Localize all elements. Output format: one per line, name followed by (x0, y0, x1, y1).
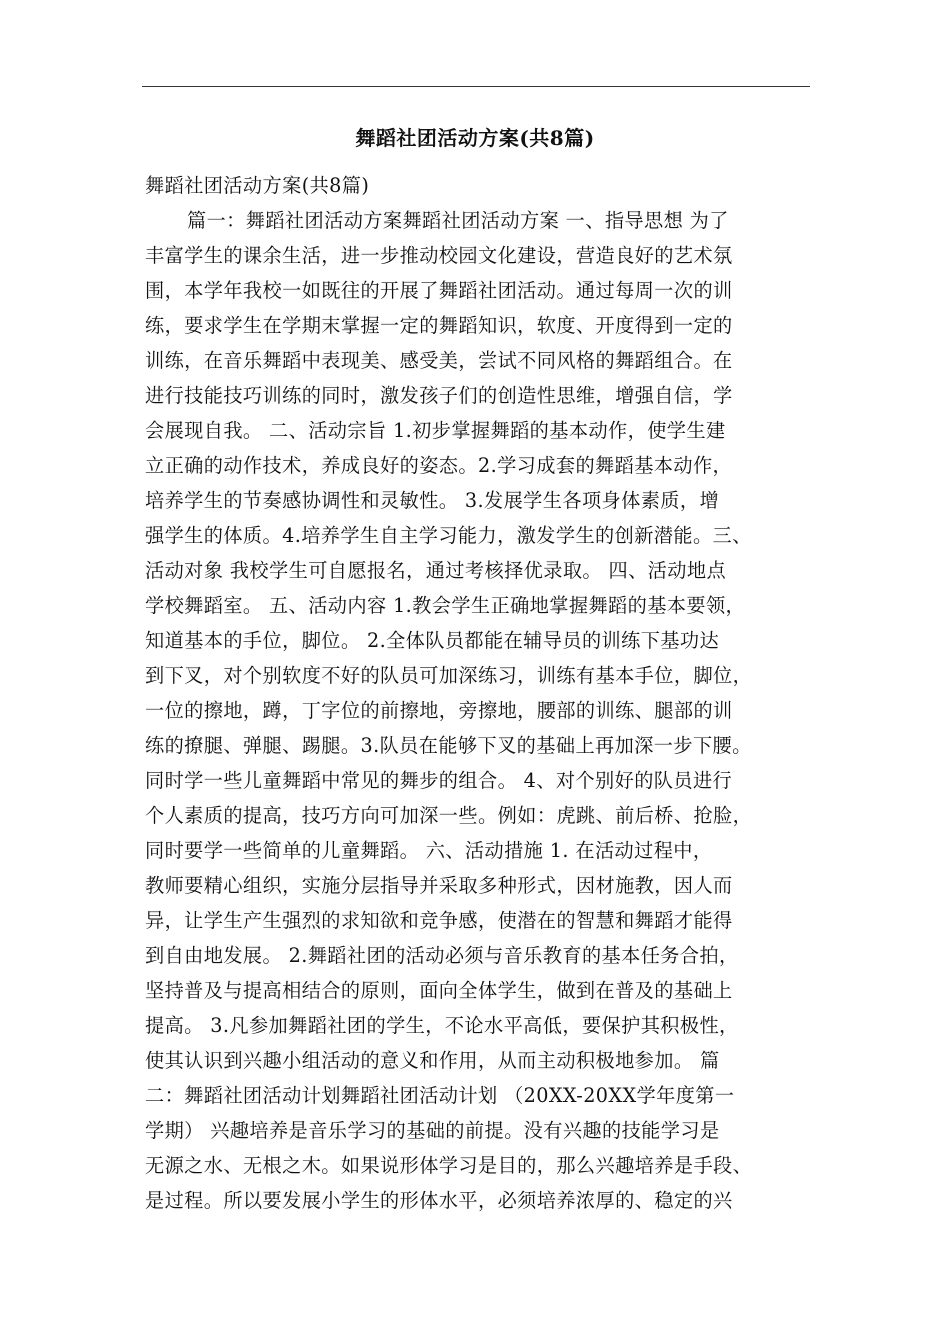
body-line: 二：舞蹈社团活动计划舞蹈社团活动计划 （20XX-20XX学年度第一 (145, 1084, 735, 1107)
body-line: 同时学一些儿童舞蹈中常见的舞步的组合。 4、对个别好的队员进行 (145, 769, 733, 792)
body-line: 舞蹈社团活动方案(共8篇) (145, 174, 370, 197)
body-line: 训练，在音乐舞蹈中表现美、感受美，尝试不同风格的舞蹈组合。在 (145, 349, 733, 372)
body-line: 教师要精心组织，实施分层指导并采取多种形式，因材施教，因人而 (145, 874, 733, 897)
body-line: 同时要学一些简单的儿童舞蹈。 六、活动措施 1. 在活动过程中， (145, 839, 713, 862)
body-line: 会展现自我。 二、活动宗旨 1.初步掌握舞蹈的基本动作，使学生建 (145, 419, 726, 442)
document-body (145, 168, 809, 1218)
body-line: 活动对象 我校学生可自愿报名，通过考核择优录取。 四、活动地点 (145, 559, 727, 582)
body-line: 进行技能技巧训练的同时，激发孩子们的创造性思维，增强自信，学 (145, 384, 733, 407)
body-line: 到下叉，对个别软度不好的队员可加深练习，训练有基本手位，脚位， (145, 664, 753, 687)
body-line: 使其认识到兴趣小组活动的意义和作用，从而主动积极地参加。 篇 (145, 1049, 720, 1072)
body-line: 培养学生的节奏感协调性和灵敏性。 3.发展学生各项身体素质，增 (145, 489, 720, 512)
body-line: 一位的擦地，蹲，丁字位的前擦地，旁擦地，腰部的训练、腿部的训 (145, 699, 733, 722)
body-line: 强学生的体质。4.培养学生自主学习能力，激发学生的创新潜能。三、 (145, 524, 752, 547)
body-line: 是过程。所以要发展小学生的形体水平，必须培养浓厚的、稳定的兴 (145, 1189, 733, 1212)
body-line: 个人素质的提高，技巧方向可加深一些。例如：虎跳、前后桥、抢脸， (145, 804, 753, 827)
body-line: 立正确的动作技术，养成良好的姿态。2.学习成套的舞蹈基本动作， (145, 454, 733, 477)
body-line: 坚持普及与提高相结合的原则，面向全体学生，做到在普及的基础上 (145, 979, 733, 1002)
body-line: 篇一：舞蹈社团活动方案舞蹈社团活动方案 一、指导思想 为了 (187, 209, 729, 232)
body-line: 无源之水、无根之木。如果说形体学习是目的，那么兴趣培养是手段、 (145, 1154, 753, 1177)
body-line: 练的撩腿、弹腿、踢腿。3.队员在能够下叉的基础上再加深一步下腰。 (145, 734, 752, 757)
body-line: 学期） 兴趣培养是音乐学习的基础的前提。没有兴趣的技能学习是 (145, 1119, 720, 1142)
header-rule (142, 86, 810, 87)
document-title: 舞蹈社团活动方案(共8篇) (355, 126, 595, 150)
body-line: 练，要求学生在学期末掌握一定的舞蹈知识，软度、开度得到一定的 (145, 314, 733, 337)
body-line: 提高。 3.凡参加舞蹈社团的学生，不论水平高低，要保护其积极性， (145, 1014, 739, 1037)
body-line: 围，本学年我校一如既往的开展了舞蹈社团活动。通过每周一次的训 (145, 279, 733, 302)
body-line: 丰富学生的课余生活，进一步推动校园文化建设，营造良好的艺术氛 (145, 244, 733, 267)
body-line: 到自由地发展。 2.舞蹈社团的活动必须与音乐教育的基本任务合拍， (145, 944, 739, 967)
body-line: 学校舞蹈室。 五、活动内容 1.教会学生正确地掌握舞蹈的基本要领， (145, 594, 746, 617)
body-line: 异，让学生产生强烈的求知欲和竞争感，使潜在的智慧和舞蹈才能得 (145, 909, 733, 932)
body-line: 知道基本的手位，脚位。 2.全体队员都能在辅导员的训练下基功达 (145, 629, 720, 652)
